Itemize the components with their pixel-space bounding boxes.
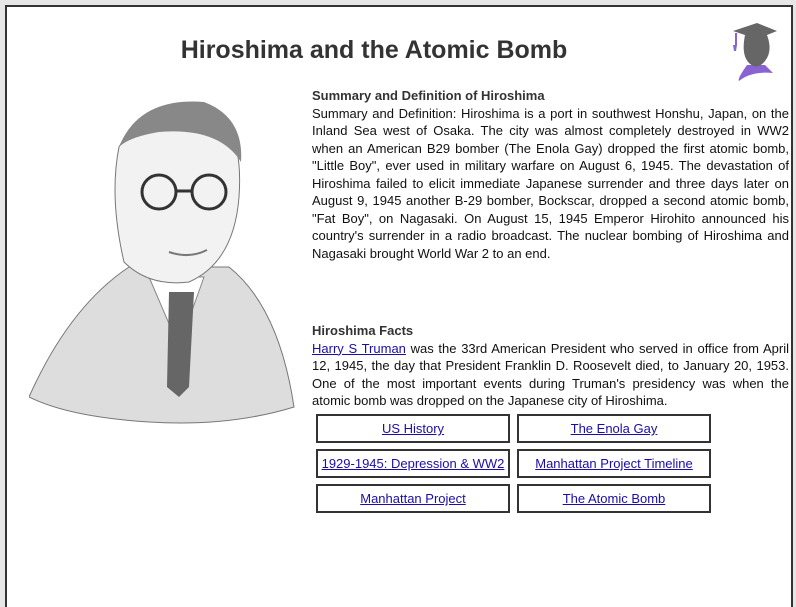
facts-heading: Hiroshima Facts <box>312 323 414 338</box>
link-manhattan-project[interactable]: Manhattan Project <box>316 484 510 513</box>
summary-section <box>312 87 789 262</box>
page-frame <box>5 5 793 607</box>
link-enola-gay[interactable]: The Enola Gay <box>517 414 711 443</box>
summary-text: Summary and Definition: Hiroshima is a port in southwest Honshu, Japan, on the Inland Sea west of Osaka. The city was almost completely destroyed in WW2 when an American B29 bomber (The Enola Gay) dropped the first atomic bomb, "Little Boy", ever used in military warfare on August 6, 1945. The devastation of Hiroshima failed to elicit immediate Japanese surrender and three days later on August 9, 1945 another B-29 bomber, Bockscar, dropped a second atomic bomb, "Fat Boy", on Nagasaki. On August 15, 1945 Emperor Hirohito announced his country's surrender in a radio broadcast. The nuclear bombing of Hiroshima and Nagasaki brought World War 2 to an end. <box>312 105 789 261</box>
graduate-logo-icon <box>729 21 783 83</box>
page-title: Hiroshima and the Atomic Bomb <box>180 36 568 64</box>
facts-section <box>312 322 789 410</box>
related-links-grid <box>316 414 711 513</box>
link-depression-ww2[interactable]: 1929-1945: Depression & WW2 <box>316 449 510 478</box>
link-us-history[interactable]: US History <box>316 414 510 443</box>
summary-heading: Summary and Definition of Hiroshima <box>312 88 545 103</box>
facts-text: was the 33rd American President who served in office from April 12, 1945, the day that President Franklin D. Roosevelt died, to January 20, 1953. One of the most important events during Truman's presidency was when the atomic bomb was dropped on the Japanese city of Hiroshima. <box>312 340 789 408</box>
truman-link[interactable]: Harry S Truman <box>312 340 406 356</box>
truman-portrait <box>29 87 299 427</box>
link-manhattan-timeline[interactable]: Manhattan Project Timeline <box>517 449 711 478</box>
link-atomic-bomb[interactable]: The Atomic Bomb <box>517 484 711 513</box>
facts-paragraph <box>312 340 789 410</box>
